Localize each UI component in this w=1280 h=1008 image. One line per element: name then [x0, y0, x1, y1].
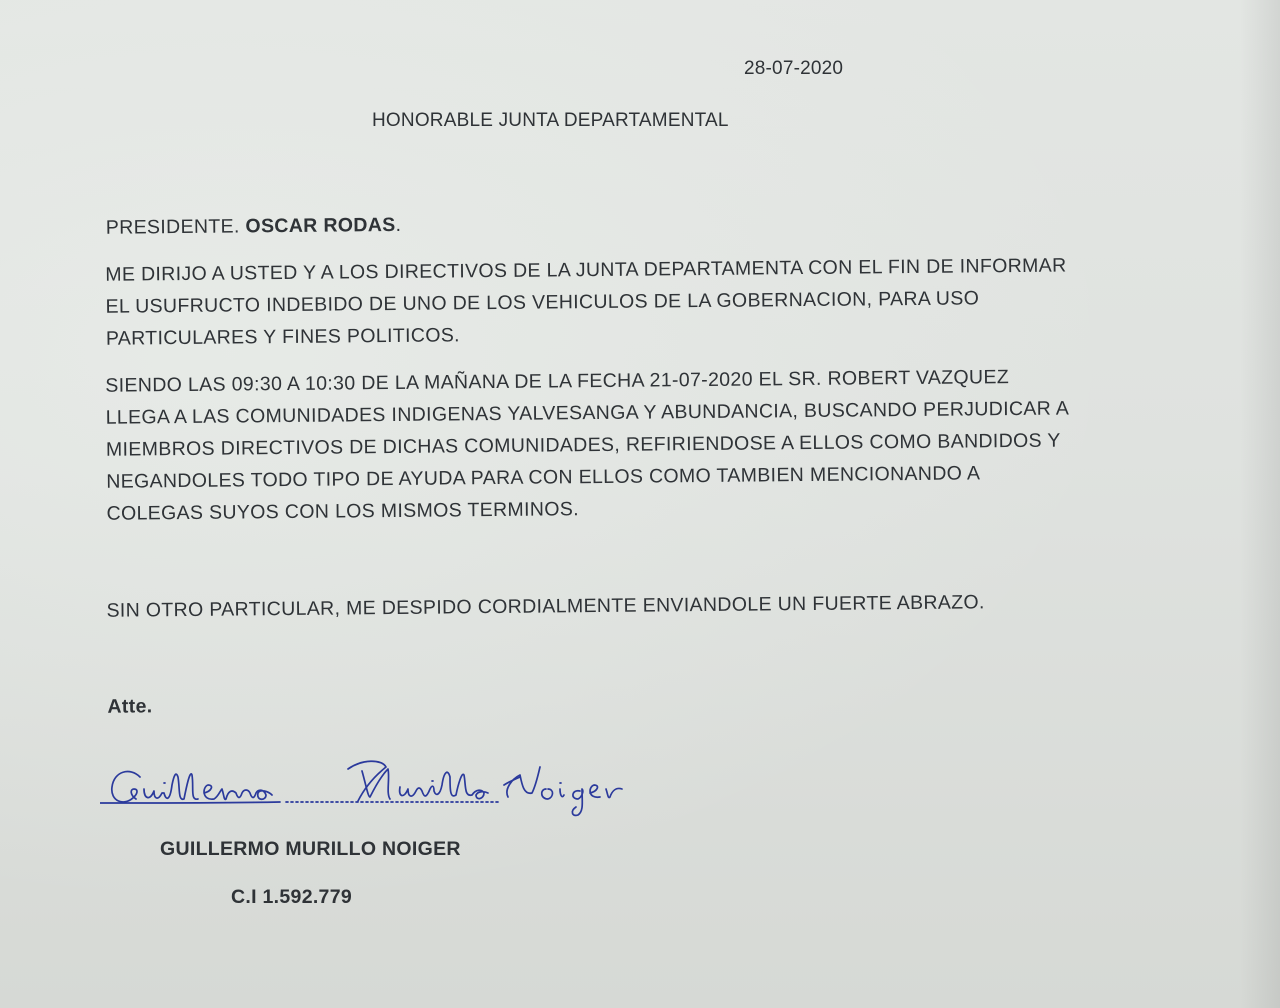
letter-date: 28-07-2020 — [744, 58, 844, 79]
paragraph2-line: COLEGAS SUYOS CON LOS MISMOS TERMINOS. — [106, 498, 580, 525]
handwritten-signature — [100, 745, 660, 825]
sign-off: Atte. — [107, 695, 153, 718]
paragraph1-line: PARTICULARES Y FINES POLITICOS. — [105, 324, 461, 350]
paragraph2-line: NEGANDOLES TODO TIPO DE AYUDA PARA CON ELLOS COMO TAMBIEN MENCIONANDO A — [106, 462, 981, 493]
letter-recipient: HONORABLE JUNTA DEPARTAMENTAL — [372, 110, 729, 131]
salutation-prefix: PRESIDENTE. — [105, 215, 246, 239]
salutation — [106, 213, 402, 240]
paragraph2-line: LLEGA A LAS COMUNIDADES INDIGENAS YALVESANGA Y ABUNDANCIA, BUSCANDO PERJUDICAR A — [105, 397, 1070, 429]
paragraph2-line: MIEMBROS DIRECTIVOS DE DICHAS COMUNIDADES, REFIRIENDOSE A ELLOS COMO BANDIDOS Y — [105, 429, 1061, 461]
signer-name: GUILLERMO MURILLO NOIGER — [160, 838, 461, 860]
paragraph1-line: EL USUFRUCTO INDEBIDO DE UNO DE LOS VEHICULOS DE LA GOBERNACION, PARA USO — [105, 287, 980, 318]
closing-line: SIN OTRO PARTICULAR, ME DESPIDO CORDIALMENTE ENVIANDOLE UN FUERTE ABRAZO. — [106, 591, 985, 622]
page-edge-shadow — [1240, 0, 1280, 1008]
salutation-suffix: . — [395, 213, 402, 236]
signature-text: Guillermo Murillo Noiger — [100, 745, 111, 746]
paragraph1-line: ME DIRIJO A USTED Y A LOS DIRECTIVOS DE LA JUNTA DEPARTAMENTA CON EL FIN DE INFORMAR — [105, 254, 1067, 286]
paragraph2-line: SIENDO LAS 09:30 A 10:30 DE LA MAÑANA DE LA FECHA 21-07-2020 EL SR. ROBERT VAZQUEZ — [105, 366, 1010, 397]
signer-id: C.I 1.592.779 — [231, 886, 352, 908]
salutation-name: OSCAR RODAS — [245, 213, 396, 238]
